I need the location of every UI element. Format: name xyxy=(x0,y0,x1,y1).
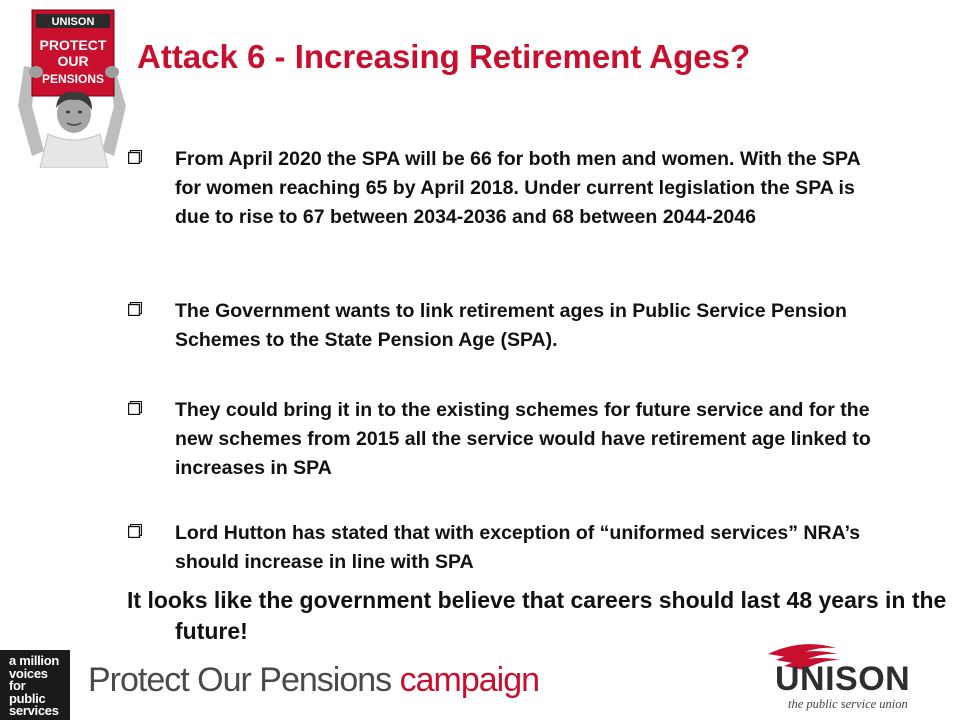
unison-tagline: the public service union xyxy=(788,697,908,711)
campaign-accent-text: campaign xyxy=(391,661,540,699)
campaign-main-text: Protect Our Pensions xyxy=(88,661,392,699)
bullet-text: Lord Hutton has stated that with exception of “uniformed services” NRA’s should increase in line with SPA xyxy=(175,522,861,573)
bullet-text: They could bring it in to the existing schemes for future service and for the new schemes from 2015 all the service would have retirement age linked to increases in SPA xyxy=(175,399,871,479)
checkbox-icon xyxy=(128,401,142,415)
checkbox-icon xyxy=(128,524,142,538)
million-voices-badge xyxy=(0,650,70,720)
placard-text-4: PENSIONS xyxy=(41,72,105,86)
badge-line: voices xyxy=(9,665,48,681)
campaign-banner xyxy=(88,660,539,700)
placard-text-2: PROTECT xyxy=(39,37,107,53)
badge-line: a million xyxy=(9,653,60,668)
placard-text-1: UNISON xyxy=(51,16,95,28)
conclusion-text: It looks like the government believe that careers should last 48 years in the future! xyxy=(127,587,947,644)
bullet-text: From April 2020 the SPA will be 66 for both men and women. With the SPA for women reaching 65 by April 2018. Under current legislation the SPA is due to rise to 67 between 2034-2036 and 68 between 2044-2046 xyxy=(175,148,860,228)
placard-text-3: OUR xyxy=(57,53,89,69)
page-title: Attack 6 - Increasing Retirement Ages? xyxy=(137,38,751,75)
badge-line: for xyxy=(9,678,26,693)
badge-line: services xyxy=(9,703,59,718)
bullet-text: The Government wants to link retirement ages in Public Service Pension Schemes to the State Pension Age (SPA). xyxy=(175,300,847,351)
badge-line: public xyxy=(9,690,46,706)
unison-logo-text: UNISON xyxy=(775,660,911,698)
checkbox-icon xyxy=(128,302,142,316)
checkbox-icon xyxy=(128,150,142,164)
